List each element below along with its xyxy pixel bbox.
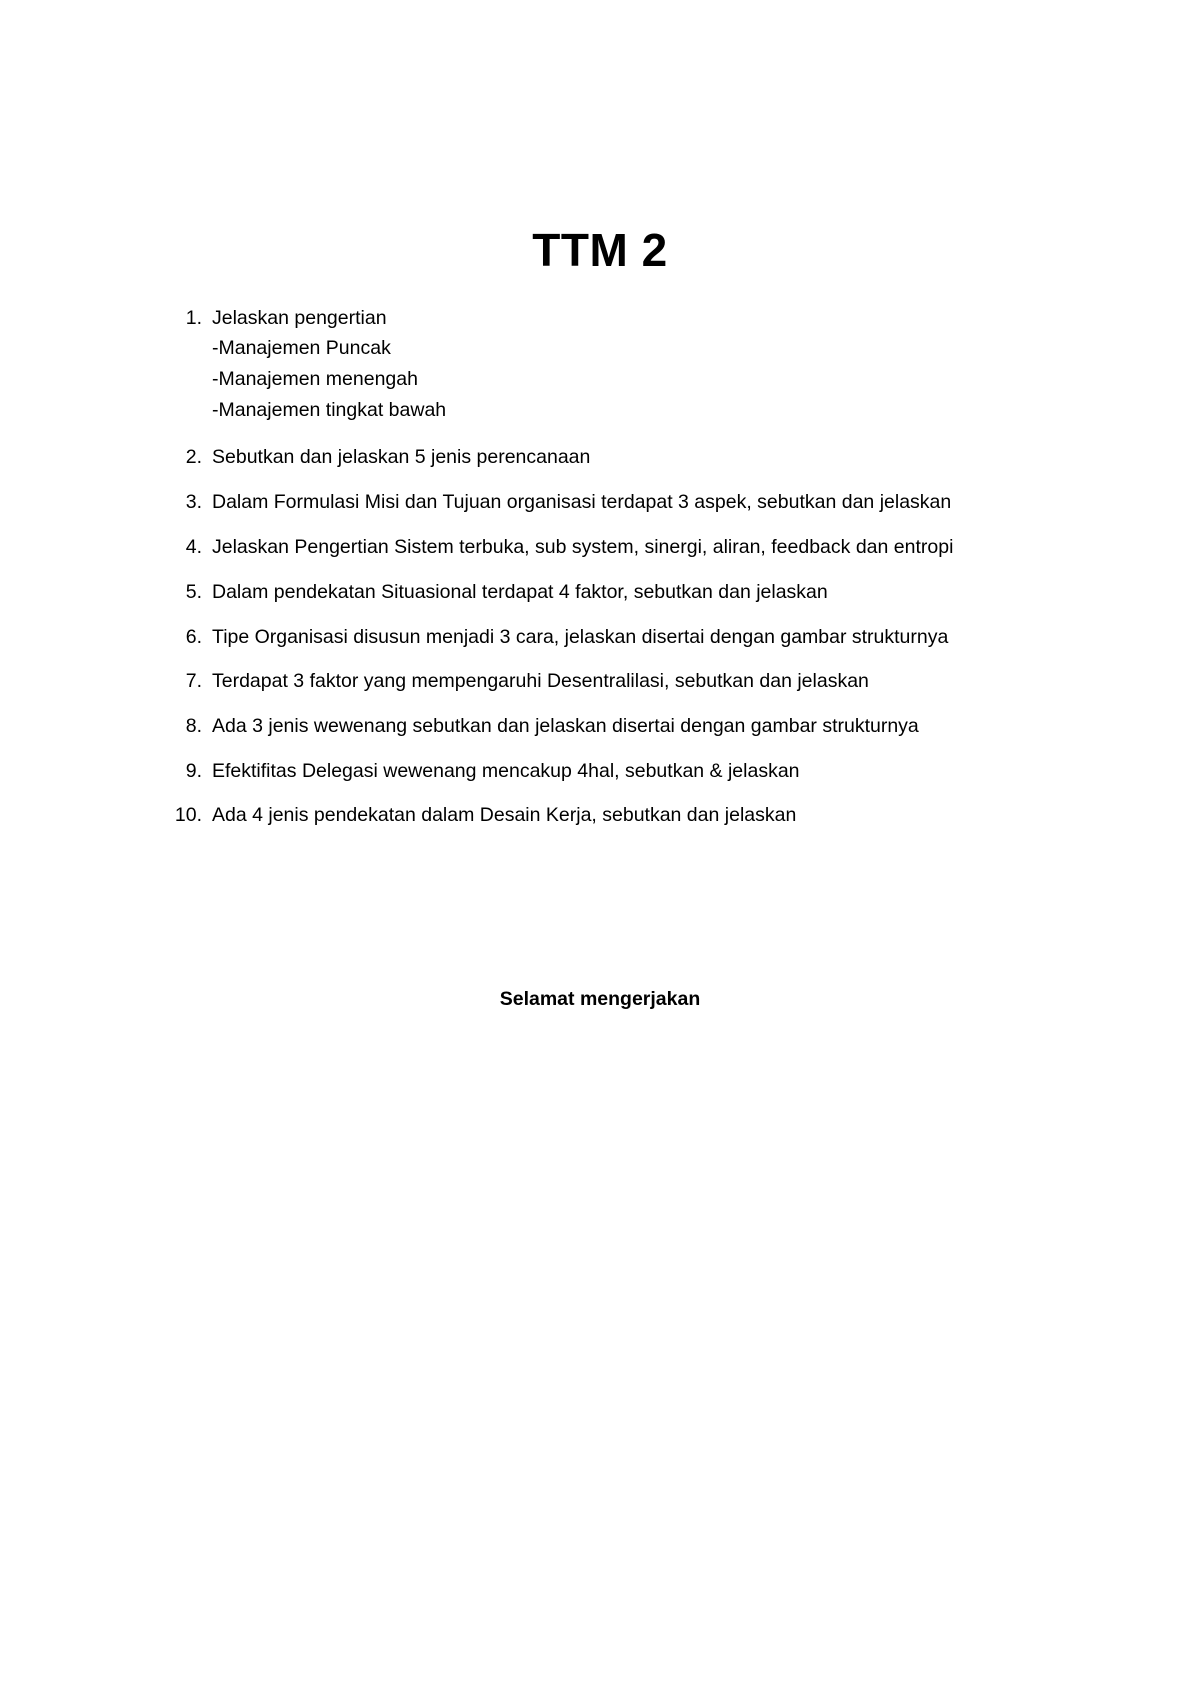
question-item-3 xyxy=(170,487,951,517)
question-number: 2. xyxy=(185,446,202,468)
question-item-2 xyxy=(170,442,590,472)
question-text: Dalam Formulasi Misi dan Tujuan organisasi terdapat 3 aspek, sebutkan dan jelaskan xyxy=(212,491,952,513)
question-number: 1. xyxy=(185,307,202,329)
sub-item: -Manajemen tingkat bawah xyxy=(212,399,447,421)
question-text: Ada 4 jenis pendekatan dalam Desain Kerja, sebutkan dan jelaskan xyxy=(212,804,797,826)
question-item-8 xyxy=(170,711,919,741)
question-item-7 xyxy=(170,666,869,696)
question-item-6 xyxy=(170,622,948,652)
question-item-5 xyxy=(170,577,828,607)
page-title: TTM 2 xyxy=(532,224,668,276)
question-number: 7. xyxy=(185,670,202,692)
question-text: Ada 3 jenis wewenang sebutkan dan jelaskan disertai dengan gambar strukturnya xyxy=(212,715,919,737)
question-number: 6. xyxy=(185,626,202,648)
question-number: 3. xyxy=(185,491,202,513)
question-item-1 xyxy=(170,303,387,333)
sub-item: -Manajemen Puncak xyxy=(212,337,391,359)
question-number: 9. xyxy=(185,760,202,782)
question-text: Efektifitas Delegasi wewenang mencakup 4hal, sebutkan & jelaskan xyxy=(212,760,800,782)
question-text: Tipe Organisasi disusun menjadi 3 cara, jelaskan disertai dengan gambar strukturnya xyxy=(212,626,949,648)
question-item-10 xyxy=(170,800,796,830)
question-number: 4. xyxy=(185,536,202,558)
question-number: 10. xyxy=(174,804,202,826)
question-text: Sebutkan dan jelaskan 5 jenis perencanaan xyxy=(212,446,591,468)
question-item-4 xyxy=(170,532,953,562)
closing-text: Selamat mengerjakan xyxy=(499,988,701,1010)
question-text: Jelaskan Pengertian Sistem terbuka, sub system, sinergi, aliran, feedback dan entropi xyxy=(212,536,954,558)
question-item-9 xyxy=(170,756,800,786)
question-text: Dalam pendekatan Situasional terdapat 4 faktor, sebutkan dan jelaskan xyxy=(212,581,828,603)
sub-item: -Manajemen menengah xyxy=(212,368,418,390)
question-text: Terdapat 3 faktor yang mempengaruhi Desentralilasi, sebutkan dan jelaskan xyxy=(212,670,869,692)
question-number: 5. xyxy=(185,581,202,603)
question-number: 8. xyxy=(185,715,202,737)
question-text: Jelaskan pengertian xyxy=(212,307,387,329)
